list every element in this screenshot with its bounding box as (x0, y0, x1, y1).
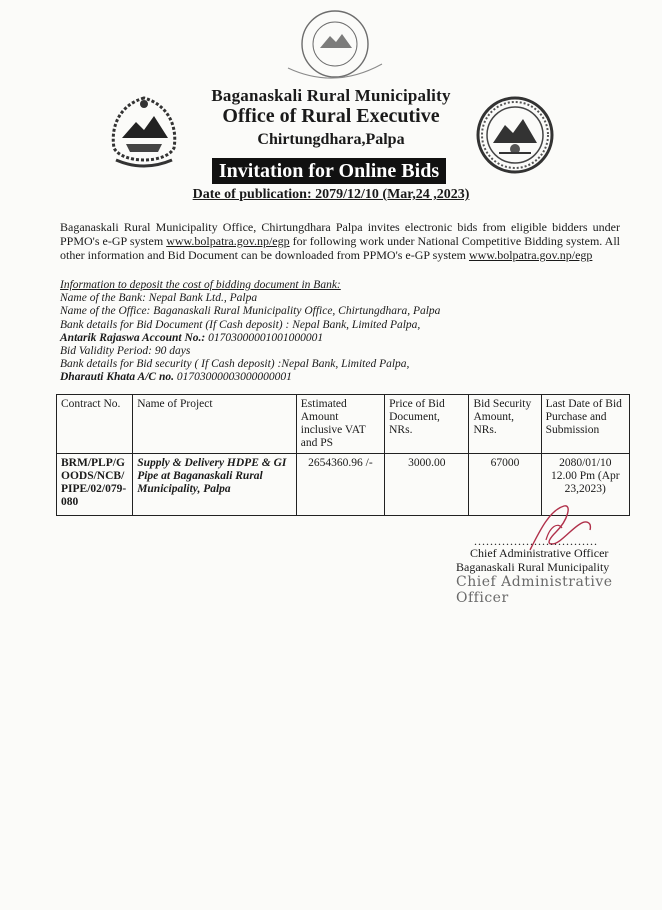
last-date: 2080/01/10 (559, 457, 612, 469)
account-number: 01703000001001000001 (205, 331, 324, 344)
bid-doc-bank: Bank details for Bid Document (If Cash deposit) : Nepal Bank, Limited Palpa, (60, 318, 421, 331)
cell-estimated-amount: 2654360.96 /- (296, 454, 384, 516)
bid-table (56, 394, 630, 516)
account-line (60, 332, 560, 345)
khata-line (60, 371, 560, 384)
khata-label: Dharauti Khata A/C no. (60, 371, 174, 384)
col-last-date: Last Date of Bid Purchase and Submission (541, 395, 629, 454)
invitation-paragraph (60, 220, 620, 262)
municipality-name: Baganaskali Rural Municipality (211, 86, 451, 105)
publication-date: Date of publication: 2079/12/10 (Mar,24 ,2023) (192, 187, 470, 202)
bid-validity: Bid Validity Period: 90 days (60, 345, 191, 358)
bank-info-heading: Information to deposit the cost of bidding document in Bank: (60, 279, 341, 291)
cell-contract-no: BRM/PLP/GOODS/NCB/PIPE/02/079-080 (57, 454, 133, 516)
paragraph-text-b: for following work under National Competitive Bidding system. All other information and Bid Document can be downloaded from PPMO's e-GP system (60, 234, 620, 262)
office-name: Office of Rural Executive (222, 105, 440, 127)
cell-bid-security: 67000 (469, 454, 541, 516)
signatory-organization: Baganaskali Rural Municipality (456, 560, 610, 574)
paragraph-text-a: Baganaskali Rural Municipality Office, Chirtungdhara Palpa invites electronic bids from eligible bidders under PPMO's e-GP system (60, 220, 620, 248)
account-label: Antarik Rajaswa Account No.: (60, 331, 206, 344)
cell-project: Supply & Delivery HDPE & GI Pipe at Baganaskali Rural Municipality, Palpa (133, 454, 297, 516)
bid-security-bank: Bank details for Bid security ( If Cash deposit) :Nepal Bank, Limited Palpa, (60, 358, 410, 371)
signatory-stamp: Chief Administrative Officer (456, 574, 613, 606)
col-estimated-amount: Estimated Amount inclusive VAT and PS (296, 395, 384, 454)
last-time: 12.00 Pm (Apr 23,2023) (550, 470, 620, 495)
notice-title: Invitation for Online Bids (212, 158, 446, 184)
office-name-line: Name of the Office: Baganaskali Rural Municipality Office, Chirtungdhara, Palpa (60, 305, 441, 318)
egp-link[interactable]: www.bolpatra.gov.np/egp (166, 234, 290, 248)
cell-doc-price: 3000.00 (385, 454, 469, 516)
egp-link-2[interactable]: www.bolpatra.gov.np/egp (468, 248, 593, 262)
office-location: Chirtungdhara,Palpa (257, 131, 405, 148)
signatory-title: Chief Administrative Officer (470, 546, 609, 560)
signature-line: ............................... (474, 534, 598, 548)
table-header-row (57, 395, 630, 454)
khata-number: 01703000003000000001 (173, 371, 292, 384)
office-stamp (280, 8, 390, 88)
col-bid-security: Bid Security Amount, NRs. (469, 395, 541, 454)
bank-name: Name of the Bank: Nepal Bank Ltd., Palpa (60, 292, 258, 305)
col-contract-no: Contract No. (57, 395, 133, 454)
col-project-name: Name of Project (133, 395, 297, 454)
bank-info (60, 279, 560, 385)
col-doc-price: Price of Bid Document, NRs. (385, 395, 469, 454)
